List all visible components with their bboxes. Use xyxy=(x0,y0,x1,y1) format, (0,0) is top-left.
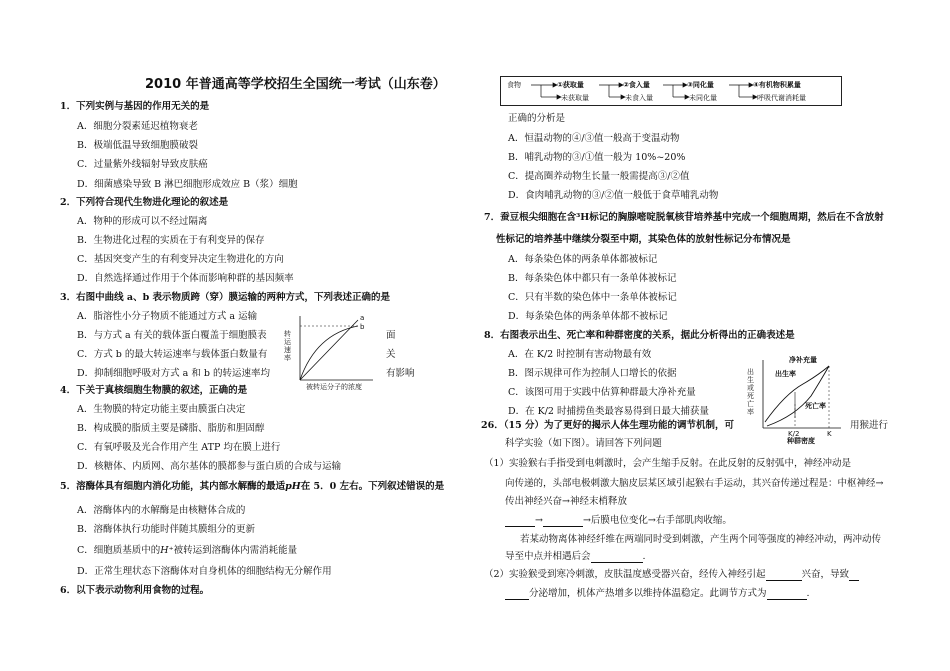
q4-option-b: B．构成膜的脂质主要是磷脂、脂肪和胆固醇 xyxy=(77,423,265,434)
q6-node-accumulated: ④有机物积累量 xyxy=(753,81,801,89)
page-title: 2010 年普通高等学校招生全国统一考试（山东卷） xyxy=(145,77,446,92)
q3-option-b: B．与方式 a 有关的载体蛋白覆盖于细胞膜表 xyxy=(77,330,267,341)
q6-option-a: A．恒温动物的④/③值一般高于变温动物 xyxy=(508,133,680,144)
q8-x-axis-label: 种群密度 xyxy=(787,437,815,445)
q6-flow-arrows xyxy=(501,77,841,105)
q2-option-c: C．基因突变产生的有利变异决定生物进化的方向 xyxy=(77,254,284,265)
q6-option-c: C．提高圈养动物生长量一般需提高③/②值 xyxy=(508,171,690,182)
q5-h-ion: H⁺ xyxy=(160,545,174,556)
q4-option-c: C．有氧呼吸及光合作用产生 ATP 均在膜上进行 xyxy=(77,442,281,453)
q26-p2-line2-text: 分泌增加，机体产热增多以维持体温稳定。此调节方式为 xyxy=(529,588,767,599)
q8-option-c: C．该图可用于实践中估算种群最大净补充量 xyxy=(508,387,696,398)
q6-prompt: 正确的分析是 xyxy=(508,113,566,124)
q5-stem xyxy=(60,481,444,493)
q26-arrow: → xyxy=(535,515,543,526)
q26-p2-line2 xyxy=(505,588,810,600)
q3-option-a: A．脂溶性小分子物质不能通过方式 a 运输 xyxy=(77,311,258,322)
q2-option-d: D．自然选择通过作用于个体而影响种群的基因频率 xyxy=(77,273,294,284)
q6-food-flow-diagram xyxy=(500,76,842,106)
q26-answer-blank-6[interactable] xyxy=(505,599,529,600)
q26-p1-line4 xyxy=(505,515,732,527)
q3-stem: 3．右图中曲线 a、b 表示物质跨（穿）膜运输的两种方式，下列表述正确的是 xyxy=(60,292,391,303)
q6-unacquired: 未获取量 xyxy=(561,94,589,102)
q7-option-c: C．只有半数的染色体中一条单体被标记 xyxy=(508,292,677,303)
q1-option-c: C．过量紫外线辐射导致皮肤癌 xyxy=(77,159,208,170)
q7-stem-line1: 7．蚕豆根尖细胞在含³H标记的胸腺嘧啶脱氧核苷培养基中完成一个细胞周期，然后在不含放射 xyxy=(484,212,884,223)
q3-curve-a-label: a xyxy=(360,314,365,322)
q26-answer-blank-4[interactable] xyxy=(766,580,802,581)
q26-p1-line6-text: 导至中点并相遇后会 xyxy=(505,551,591,562)
q2-stem: 2．下列符合现代生物进化理论的叙述是 xyxy=(60,197,229,208)
q6-stem: 6．以下表示动物利用食物的过程。 xyxy=(60,585,210,596)
q5-stem-part2: 在 5．0 左右。下列叙述错误的是 xyxy=(300,481,445,492)
q6-option-b: B．哺乳动物的③/①值一般为 10%~20% xyxy=(508,152,686,163)
q26-answer-blank-3[interactable] xyxy=(591,562,643,563)
q26-stem-end: 用猴进行 xyxy=(850,420,889,431)
q7-stem-line2: 性标记的培养基中继续分裂至中期，其染色体的放射性标记分布情况是 xyxy=(496,234,791,245)
q6-uningested: 未食入量 xyxy=(625,94,653,102)
q26-p2-line1-text-b: 兴奋，导致 xyxy=(801,569,850,580)
q26-p2-line1-text-a: （2）实验猴受到寒冷刺激，皮肤温度感受器兴奋，经传入神经引起 xyxy=(484,569,766,580)
q26-answer-blank-1[interactable] xyxy=(505,526,535,527)
q8-y-axis-label: 出生或死亡率 xyxy=(747,368,754,416)
q8-option-b: B．图示规律可作为控制人口增长的依据 xyxy=(508,368,677,379)
q6-node-assimilated: ③同化量 xyxy=(687,81,714,89)
q26-p1-line4-text: →后膜电位变化→右手部肌肉收缩。 xyxy=(582,515,732,526)
q26-p1-line2: 向传递的，头部电极刺激大脑皮层某区域引起猴右手运动，其兴奋传递过程是：中枢神经→ xyxy=(505,478,884,489)
q7-option-b: B．每条染色体中都只有一条单体被标记 xyxy=(508,273,677,284)
q5-ph: pH xyxy=(285,481,301,492)
q8-death-rate-label: 死亡率 xyxy=(805,402,826,410)
q26-answer-blank-2[interactable] xyxy=(543,526,583,527)
q1-option-a: A．细胞分裂素延迟植物衰老 xyxy=(77,121,198,132)
q3-option-b-end: 面 xyxy=(386,330,396,341)
q1-option-d: D．细菌感染导致 B 淋巴细胞形成效应 B（浆）细胞 xyxy=(77,179,298,190)
q26-answer-blank-7[interactable] xyxy=(767,599,807,600)
q26-p1-line3: 传出神经兴奋→神经末梢释放 xyxy=(505,496,627,507)
q3-curve-a xyxy=(300,320,358,380)
q4-option-d: D．核糖体、内质网、高尔基体的膜都参与蛋白质的合成与运输 xyxy=(77,461,342,472)
q8-population-figure xyxy=(745,356,847,444)
q8-k-label: K xyxy=(827,430,832,438)
q4-option-a: A．生物膜的特定功能主要由膜蛋白决定 xyxy=(77,404,246,415)
q7-option-d: D．每条染色体的两条单体都不被标记 xyxy=(508,311,668,322)
q5-option-c-part1: C．细胞质基质中的 xyxy=(77,545,161,556)
q1-option-b: B．极端低温导致细胞膜破裂 xyxy=(77,140,198,151)
q7-option-a: A．每条染色体的两条单体都被标记 xyxy=(508,254,658,265)
q3-curve-b xyxy=(300,326,358,380)
q26-stem-line2: 科学实验（如下图）。请回答下列问题 xyxy=(505,438,662,449)
q26-stem: 26．（15 分）为了更好的揭示人体生理功能的调节机制，可 xyxy=(481,420,734,431)
q26-period-2: . xyxy=(806,588,810,599)
q2-option-b: B．生物进化过程的实质在于有利变异的保存 xyxy=(77,235,265,246)
q2-option-a: A．物种的形成可以不经过隔离 xyxy=(77,216,208,227)
q6-node-ingested: ②食入量 xyxy=(623,81,650,89)
q6-node-acquired: ①获取量 xyxy=(557,81,584,89)
q3-y-axis-label: 转运速率 xyxy=(284,330,291,362)
q5-option-d: D．正常生理状态下溶酶体对自身机体的细胞结构无分解作用 xyxy=(77,566,332,577)
q26-answer-blank-5[interactable] xyxy=(849,580,859,581)
q5-option-c xyxy=(77,545,297,557)
q26-p2-line1 xyxy=(484,569,859,581)
q5-option-a: A．溶酶体内的水解酶是由核糖体合成的 xyxy=(77,505,246,516)
q3-option-c-end: 关 xyxy=(386,349,396,360)
q8-option-a: A．在 K/2 时控制有害动物最有效 xyxy=(508,349,652,360)
q26-period-1: . xyxy=(642,551,646,562)
q8-net-recruitment-label: 净补充量 xyxy=(789,356,817,364)
q6-option-d: D．食肉哺乳动物的③/②值一般低于食草哺乳动物 xyxy=(508,190,719,201)
q4-stem: 4．下关于真核细胞生物膜的叙述，正确的是 xyxy=(60,385,248,396)
q3-x-axis-label: 被转运分子的浓度 xyxy=(306,383,362,391)
q8-stem: 8．右图表示出生、死亡率和种群密度的关系，据此分析得出的正确表述是 xyxy=(484,330,795,341)
q6-unassimilated: 未同化量 xyxy=(689,94,717,102)
q5-stem-part1: 5．溶酶体具有细胞内消化功能，其内部水解酶的最适 xyxy=(60,481,286,492)
q3-option-d: D．抑制细胞呼吸对方式 a 和 b 的转运速率均 xyxy=(77,368,270,379)
q3-curve-b-label: b xyxy=(360,323,365,331)
q8-birth-rate-label: 出生率 xyxy=(775,370,796,378)
q3-transport-figure xyxy=(278,312,378,392)
q5-option-b: B．溶酶体执行功能时伴随其膜组分的更新 xyxy=(77,524,255,535)
q26-p1-line5: 若某动物离体神经纤维在两端同时受到刺激，产生两个同等强度的神经冲动，两冲动传 xyxy=(520,534,882,545)
q6-respiration-loss: 呼吸代谢消耗量 xyxy=(757,94,806,102)
q8-half-k-label: K/2 xyxy=(788,430,800,438)
q6-food-label: 食物 xyxy=(507,81,521,89)
q26-p1-line6 xyxy=(505,551,646,563)
q3-option-c: C．方式 b 的最大转运速率与载体蛋白数量有 xyxy=(77,349,268,360)
q26-p1-line1: （1）实验猴右手指受到电刺激时，会产生缩手反射。在此反射的反射弧中，神经冲动是 xyxy=(484,458,852,469)
q3-option-d-end: 有影响 xyxy=(386,368,415,379)
q8-option-d: D．在 K/2 时捕捞鱼类最容易得到日最大捕获量 xyxy=(508,406,709,417)
q1-stem: 1．下列实例与基因的作用无关的是 xyxy=(60,101,210,112)
q5-option-c-part2: 被转运到溶酶体内需消耗能量 xyxy=(173,545,298,556)
